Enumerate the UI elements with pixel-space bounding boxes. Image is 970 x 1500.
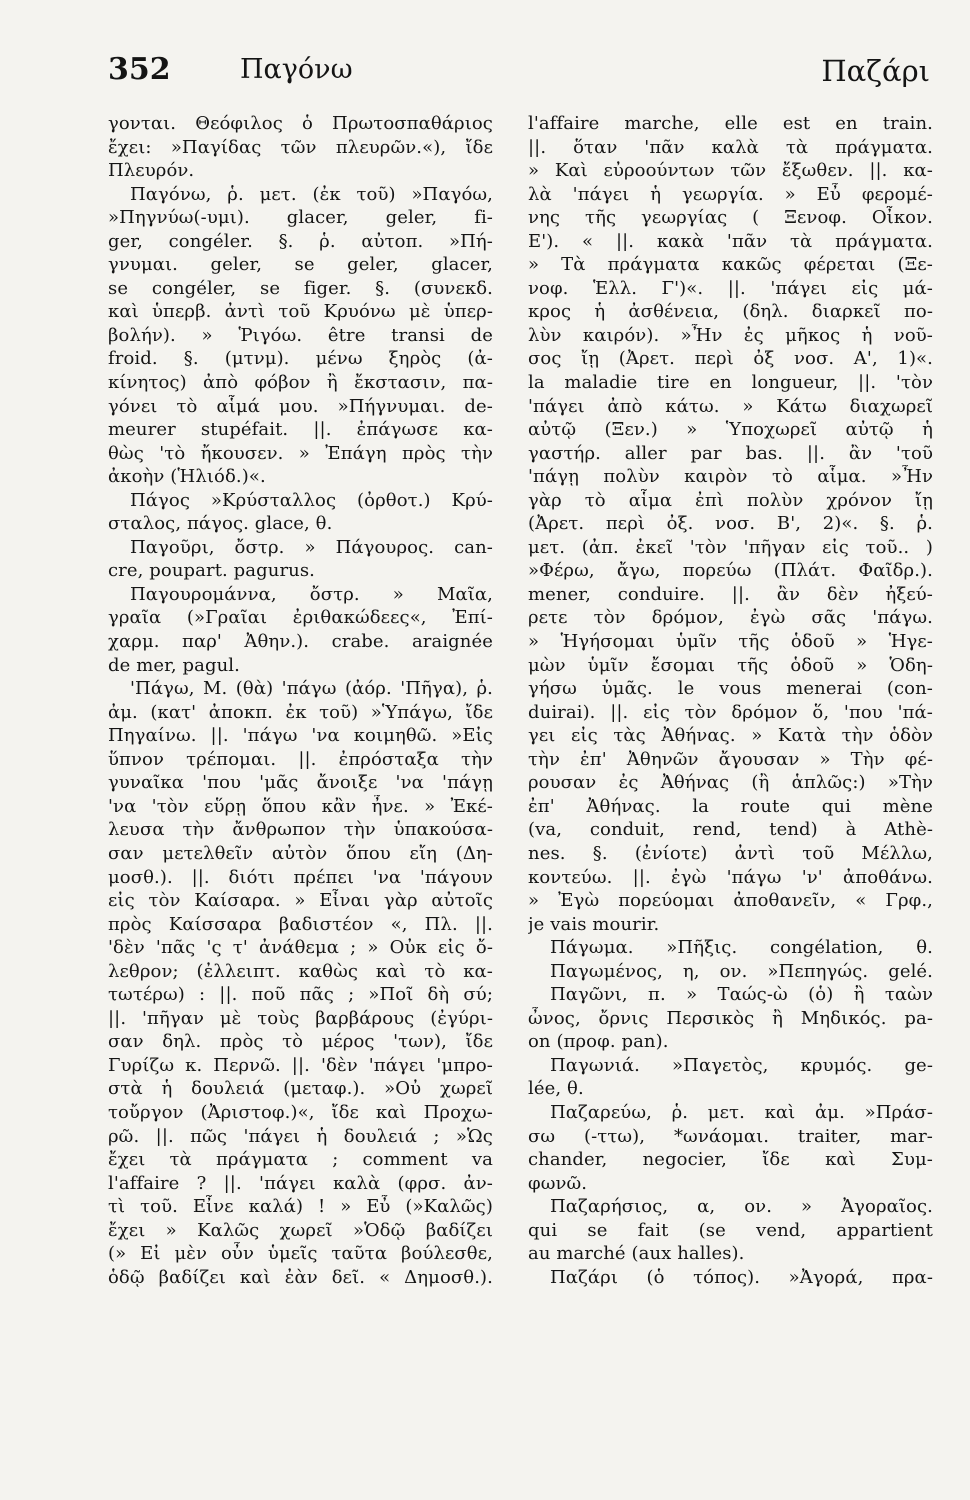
right-guide-word: Παζάρι	[821, 54, 930, 88]
text-line: γραῖα (»Γραῖαι ἐριθακώδεες«, Ἐπί-	[108, 607, 493, 629]
text-line: 'πάγει ἀπὸ κάτω. » Κάτω διαχωρεῖ	[528, 395, 933, 417]
text-line: αὐτῷ (Ξεν.) » Ὑποχωρεῖ αὐτῷ ἡ	[528, 419, 933, 441]
text-line: σαν μετελθεῖν αὐτὸν ὅπου εἴη (Δη-	[108, 842, 493, 864]
text-line: γει εἰς τὰς Ἀθήνας. » Κατὰ τὴν ὁδὸν	[528, 725, 933, 747]
text-line: nes. §. (ἐνίοτε) ἀντὶ τοῦ Μέλλω,	[528, 842, 933, 864]
text-line: τοὔργον (Ἀριστοφ.)«, ἴδε καὶ Προχω-	[108, 1101, 493, 1123]
text-line: (Ἀρετ. περὶ ὀξ. νοσ. Β', 2)«. §. ῥ.	[528, 513, 933, 535]
text-line: Πηγαίνω. ||. 'πάγω 'να κοιμηθῶ. »Εἰς	[108, 725, 493, 747]
text-line: meurer stupéfait. ||. ἐπάγωσε κα-	[108, 419, 493, 441]
text-line: λὺν καιρόν). »Ἦν ἐς μῆκος ἡ νοῦ-	[528, 324, 933, 346]
text-line: Παζάρι (ὁ τόπος). »Ἀγορά, πρα-	[550, 1266, 933, 1288]
text-line: Γυρίζω κ. Περνῶ. ||. 'δὲν 'πάγει 'μπρο-	[108, 1054, 493, 1076]
text-line: 'δὲν 'πᾶς 'ς τ' ἀνάθεμα ; » Οὐκ εἰς ὄ-	[108, 937, 493, 959]
text-line: ρουσαν ἐς Ἀθήνας (ἢ ἁπλῶς:) »Τὴν	[528, 772, 933, 794]
page-header	[100, 52, 940, 102]
text-line: μετ. (ἀπ. ἐκεῖ 'τὸν 'πῆγαν εἰς τοῦ.. )	[528, 536, 933, 558]
text-line: » Ἐγὼ πορεύομαι ἀποθανεῖν, « Γρφ.,	[528, 890, 933, 912]
text-line: (va, conduit, rend, tend) à Athè-	[528, 819, 933, 841]
text-line: ἀμ. (κατ' ἀποκπ. ἐκ τοῦ) »Ὑπάγω, ἴδε	[108, 701, 493, 723]
text-line: » Καὶ εὐροούντων τῶν ἔξωθεν. ||. κα-	[528, 160, 933, 182]
text-line: chander, negocier, ἴδε καὶ Συμ-	[528, 1149, 933, 1171]
text-line: Πάγος »Κρύσταλλος (ὀρθοτ.) Κρύ-	[130, 489, 493, 511]
text-line: κρος ἡ ἀσθένεια, (δηλ. διαρκεῖ πο-	[528, 301, 933, 323]
text-line: γαστήρ. aller par bas. ||. ἂν 'τοῦ	[528, 442, 933, 464]
text-line: ὦνος, ὄρνις Περσικὸς ἢ Μηδικός. pa-	[528, 1007, 933, 1029]
text-line: μὼν ὑμῖν ἔσομαι τῆς ὁδοῦ » Ὁδη-	[528, 654, 933, 676]
text-line: Παζαρεύω, ῥ. μετ. καὶ ἀμ. »Πράσ-	[550, 1101, 933, 1123]
text-line: νοφ. Ἑλλ. Γ')«. ||. 'πάγει εἰς μά-	[528, 277, 933, 299]
text-line: τωτέρω) : ||. ποῦ πᾶς ; »Ποῖ δὴ σύ;	[108, 984, 493, 1006]
text-line: qui se fait (se vend, appartient	[528, 1219, 933, 1241]
text-line: »Φέρω, ἄγω, πορεύω (Πλάτ. Φαῖδρ.).	[528, 560, 933, 582]
text-line: κοντεύω. ||. ἐγὼ 'πάγω 'ν' ἀποθάνω.	[528, 866, 933, 888]
text-line: στὰ ἡ δουλειά (μεταφ.). »Οὐ χωρεῖ	[108, 1078, 493, 1100]
text-line: ἔχει: »Παγίδας τῶν πλευρῶν.«), ἴδε	[108, 136, 493, 158]
text-line: l'affaire marche, elle est en train.	[528, 113, 933, 134]
text-line: Παγῶνι, π. » Ταώς-ὼ (ὁ) ἢ ταὼν	[550, 984, 933, 1006]
text-line: 'Πάγω, Μ. (θὰ) 'πάγω (ἀόρ. 'Πῆγα), ῥ.	[130, 678, 493, 700]
text-line: ρῶ. ||. πῶς 'πάγει ἡ δουλειά ; »Ὡς	[108, 1125, 493, 1147]
text-line: Παγωνιά. »Παγετὸς, κρυμός. ge-	[550, 1054, 933, 1076]
text-line: je vais mourir.	[528, 913, 660, 935]
text-line: Πάγωμα. »Πῆξις. congélation, θ.	[550, 937, 933, 959]
text-line: σαν δηλ. πρὸς τὸ μέρος 'των), ἴδε	[108, 1031, 493, 1053]
text-line: λὰ 'πάγει ἡ γεωργία. » Εὖ φερομέ-	[528, 183, 933, 205]
text-line: ger, congéler. §. ῥ. αὐτοπ. »Πή-	[108, 230, 493, 252]
text-line: λεθρον; (ἐλλειπτ. καθὼς καὶ τὸ κα-	[108, 960, 493, 982]
text-line: γονται. Θεόφιλος ὁ Πρωτοσπαθάριος	[108, 113, 493, 134]
text-line: σος ἴῃ (Ἀρετ. περὶ ὀξ νοσ. Α', 1)«.	[528, 348, 933, 370]
text-line: Πλευρόν.	[108, 160, 195, 182]
left-column	[108, 112, 493, 1289]
text-line: θὼς 'τὸ ἤκουσεν. » Ἐπάγη πρὸς τὴν	[108, 442, 493, 464]
text-line: duirai). ||. εἰς τὸν δρόμον ὅ, 'που 'πά-	[528, 701, 933, 723]
text-line: lée, θ.	[528, 1078, 584, 1100]
text-line: cre, poupart. pagurus.	[108, 560, 315, 582]
text-line: »Πηγνύω(-υμι). glacer, geler, fi-	[108, 207, 493, 229]
text-line: μοσθ.). ||. διότι πρέπει 'να 'πάγουν	[108, 866, 493, 888]
text-line: νης τῆς γεωργίας ( Ξενοφ. Οἶκον.	[528, 207, 933, 229]
text-line: ἔχει » Καλῶς χωρεῖ »Ὁδῷ βαδίζει	[108, 1219, 493, 1241]
text-line: » Ἡγήσομαι ὑμῖν τῆς ὁδοῦ » Ἡγε-	[528, 631, 933, 653]
text-line: γνυμαι. geler, se geler, glacer,	[108, 254, 493, 276]
text-line: » Τὰ πράγματα κακῶς φέρεται (Ξε-	[528, 254, 933, 276]
text-line: Ε'). « ||. κακὰ 'πᾶν τὰ πράγματα.	[528, 230, 933, 252]
text-line: γήσω ὑμᾶς. le vous menerai (con-	[528, 678, 933, 700]
text-line: καὶ ὑπερβ. ἀντὶ τοῦ Κρυόνω μὲ ὑπερ-	[108, 301, 493, 323]
text-line: τὴν ἐπ' Ἀθηνῶν ἄγουσαν » Τὴν φέ-	[528, 748, 933, 770]
text-line: βολήν). » Ῥιγόω. être transi de	[108, 324, 493, 346]
text-line: froid. §. (μτνμ). μένω ξηρὸς (ἀ-	[108, 348, 493, 370]
text-line: Παγοῦρι, ὄστρ. » Πάγουρος. can-	[130, 536, 493, 558]
text-line: ὁδῷ βαδίζει καὶ ἐὰν δεῖ. « Δημοσθ.).	[108, 1266, 493, 1288]
text-line: Παγουρομάννα, ὄστρ. » Μαῖα,	[130, 583, 493, 605]
text-line: κίνητος) ἀπὸ φόβον ἢ ἔκστασιν, πα-	[108, 372, 493, 394]
text-line: ἔχει τὰ πράγματα ; comment va	[108, 1149, 493, 1171]
text-line: ρετε τὸν δρόμον, ἐγὼ σᾶς 'πάγω.	[528, 607, 933, 629]
text-line: au marché (aux halles).	[528, 1243, 745, 1265]
text-line: γόνει τὸ αἷμά μου. »Πήγνυμαι. de-	[108, 395, 493, 417]
text-line: mener, conduire. ||. ἂν δὲν ἠξεύ-	[528, 583, 933, 605]
text-line: χαρμ. παρ' Ἀθην.). crabe. araignée	[108, 631, 493, 653]
text-line: σταλος, πάγος. glace, θ.	[108, 513, 333, 535]
text-line: ||. 'πῆγαν μὲ τοὺς βαρβάρους (ἐγύρι-	[108, 1007, 493, 1029]
right-column	[528, 112, 933, 1289]
text-line: ἀκοὴν (Ἡλιόδ.)«.	[108, 466, 266, 488]
text-line: λευσα τὴν ἄνθρωπον τὴν ὑπακούσα-	[108, 819, 493, 841]
text-line: l'affaire ? ||. 'πάγει καλὰ (φρσ. ἀν-	[108, 1172, 493, 1194]
text-line: se congéler, se figer. §. (συνεκδ.	[108, 277, 493, 299]
text-line: (» Εἰ μὲν οὖν ὑμεῖς ταῦτα βούλεσθε,	[108, 1243, 493, 1265]
text-line: εἰς τὸν Καίσαρα. » Εἶναι γὰρ αὐτοῖς	[108, 890, 493, 912]
text-line: γὰρ τὸ αἷμα ἐπὶ πολὺν χρόνον ἴῃ	[528, 489, 933, 511]
text-line: la maladie tire en longueur, ||. 'τὸν	[528, 372, 933, 394]
text-line: de mer, pagul.	[108, 654, 240, 676]
page-number: 352	[108, 52, 171, 87]
left-guide-word: Παγόνω	[240, 54, 353, 85]
text-line: γυναῖκα 'που 'μᾶς ἄνοιξε 'να 'πάγῃ	[108, 772, 493, 794]
text-line: ἐπ' Ἀθήνας. la route qui mène	[528, 795, 933, 817]
text-line: Παγωμένος, η, ον. »Πεπηγώς. gelé.	[550, 960, 933, 982]
text-line: τὶ τοῦ. Εἶνε καλά) ! » Εὖ (»Καλῶς)	[108, 1196, 493, 1218]
text-line: σω (-ττω), *ωνάομαι. traiter, mar-	[528, 1125, 933, 1147]
text-line: 'πάγῃ πολὺν καιρὸν τὸ αἷμα. »Ἦν	[528, 466, 933, 488]
text-line: on (προφ. pan).	[528, 1031, 669, 1053]
text-line: ὕπνον τρέπομαι. ||. ἐπρόσταξα τὴν	[108, 748, 493, 770]
text-line: ||. ὅταν 'πᾶν καλὰ τὰ πράγματα.	[528, 136, 933, 158]
text-line: φωνῶ.	[528, 1172, 588, 1194]
text-line: Παζαρήσιος, α, ον. » Ἀγοραῖος.	[550, 1196, 933, 1218]
text-line: Παγόνω, ῥ. μετ. (ἐκ τοῦ) »Παγόω,	[130, 183, 493, 205]
text-line: 'να 'τὸν εὕρῃ ὅπου κἂν ἦνε. » Ἐκέ-	[108, 795, 493, 817]
text-line: πρὸς Καίσσαρα βαδιστέον «, Πλ. ||.	[108, 913, 493, 935]
